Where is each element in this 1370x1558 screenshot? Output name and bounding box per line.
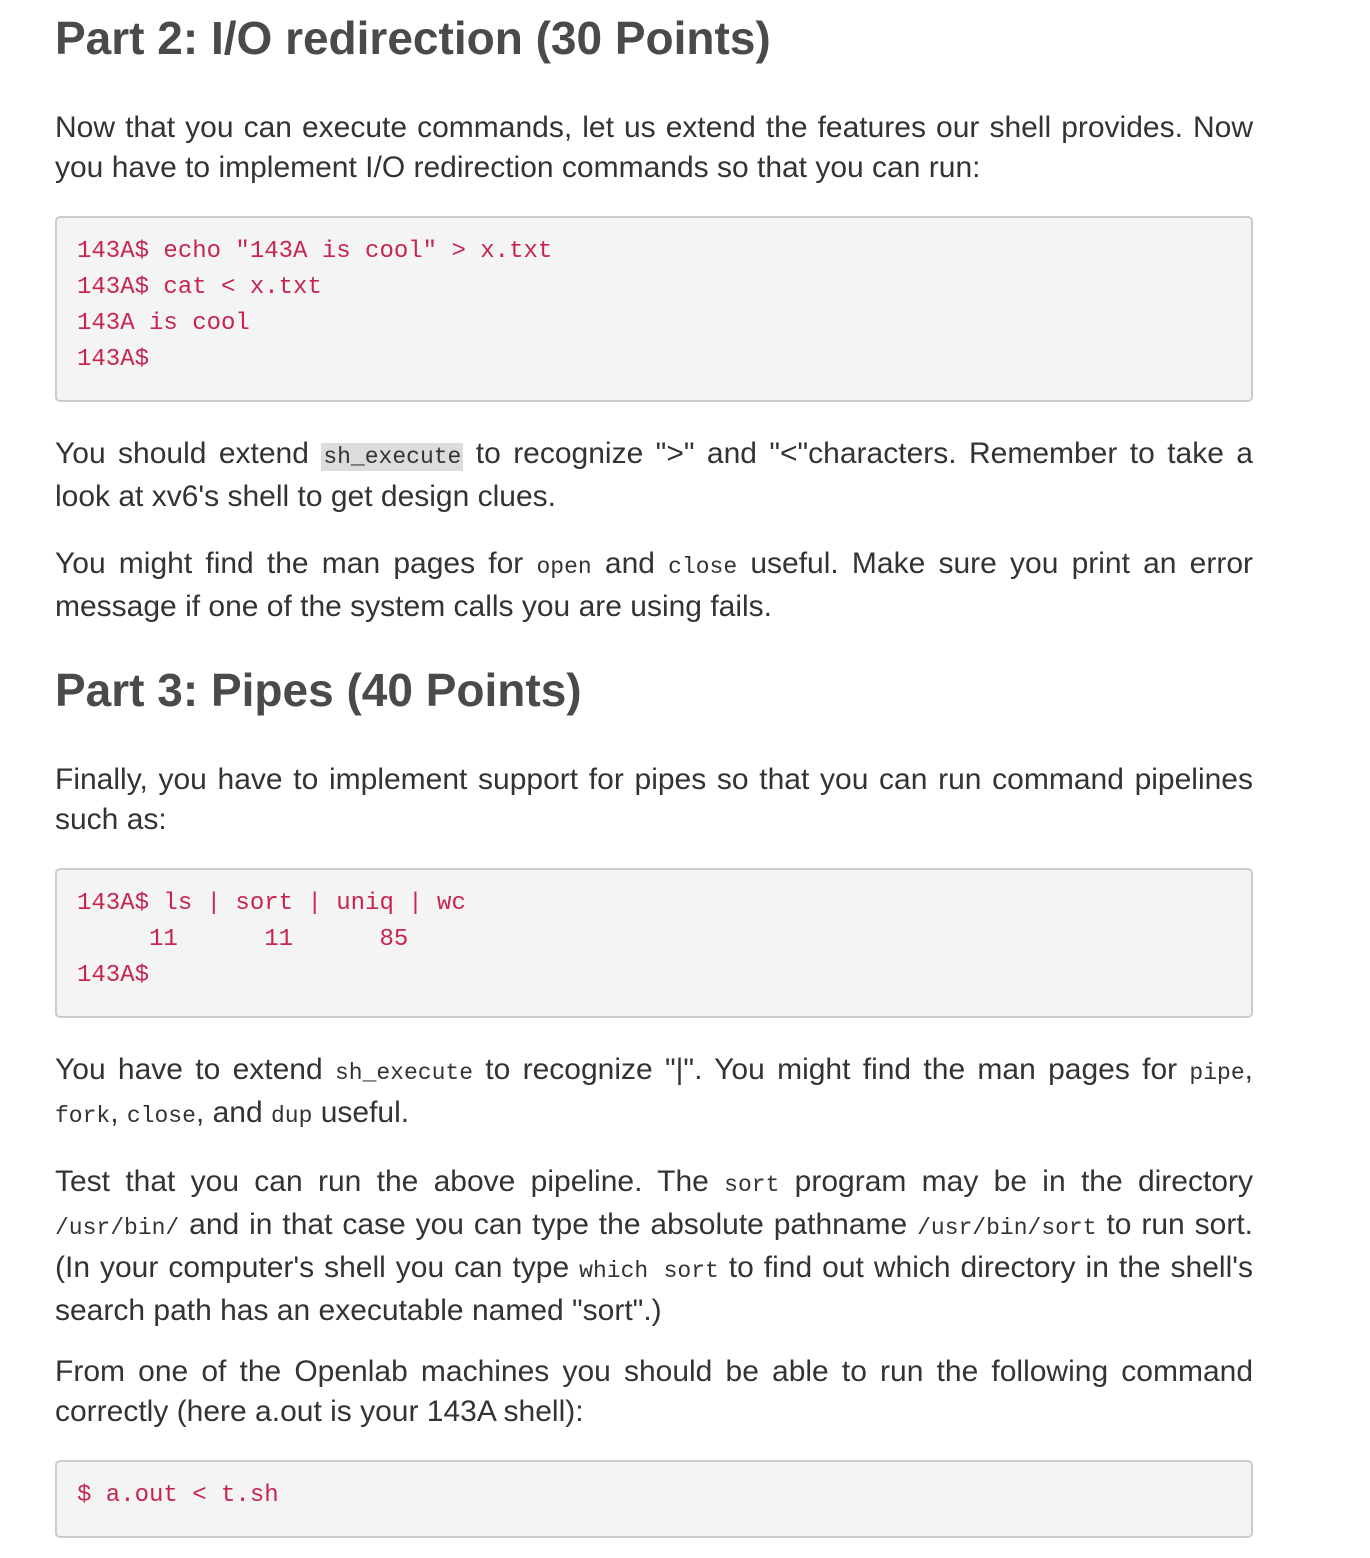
part3-paragraph-openlab: From one of the Openlab machines you should be able to run the following command correctly (here a.out is your 143A shell): — [55, 1355, 1253, 1428]
part2-code-block: 143A$ echo "143A is cool" > x.txt 143A$ cat < x.txt 143A is cool 143A$ — [55, 216, 1253, 402]
part3-paragraph-extend: You have to extend sh_execute to recognize "|". You might find the man pages for pipe, fork, close, and dup useful. — [55, 1053, 1253, 1129]
sh-execute-code: sh_execute — [334, 1060, 473, 1086]
part3-code-block: 143A$ ls | sort | uniq | wc 11 11 85 143A$ — [55, 868, 1253, 1018]
part3-code-block-2: $ a.out < t.sh — [55, 1460, 1253, 1538]
which-sort-code: which sort — [579, 1258, 719, 1284]
pipe-code: pipe — [1189, 1060, 1245, 1086]
sort-code: sort — [724, 1172, 780, 1198]
sh-execute-code: sh_execute — [323, 444, 462, 470]
part2-intro: Now that you can execute commands, let us extend the features our shell provides. Now you have to implement I/O redirection commands so that you can run: — [55, 111, 1253, 184]
open-code: open — [536, 554, 592, 580]
part2-paragraph-extend: You should extend sh_execute to recognize ">" and "<"characters. Remember to take a look at xv6's shell to get design clues. — [55, 437, 1253, 513]
dup-code: dup — [270, 1103, 313, 1129]
part3-heading: Part 3: Pipes (40 Points) — [55, 664, 582, 716]
usr-bin-code: /usr/bin/ — [55, 1215, 180, 1241]
part2-heading: Part 2: I/O redirection (30 Points) — [55, 12, 771, 64]
close-code: close — [668, 554, 738, 580]
usr-bin-sort-code: /usr/bin/sort — [917, 1215, 1097, 1241]
fork-code: fork — [55, 1103, 111, 1129]
close-code: close — [126, 1103, 196, 1129]
part3-paragraph-test: Test that you can run the above pipeline. The sort program may be in the directory /usr/bin/ and in that case you can type the absolute pathname /usr/bin/sort to run sort. (In your computer's shell you can type which sort to find out which directory in the shell's search path has an executable named "sort".) — [55, 1165, 1253, 1327]
part2-paragraph-manpages: You might find the man pages for open and close useful. Make sure you print an error message if one of the system calls you are using fails. — [55, 547, 1254, 623]
part3-intro: Finally, you have to implement support for pipes so that you can run command pipelines such as: — [55, 763, 1253, 836]
